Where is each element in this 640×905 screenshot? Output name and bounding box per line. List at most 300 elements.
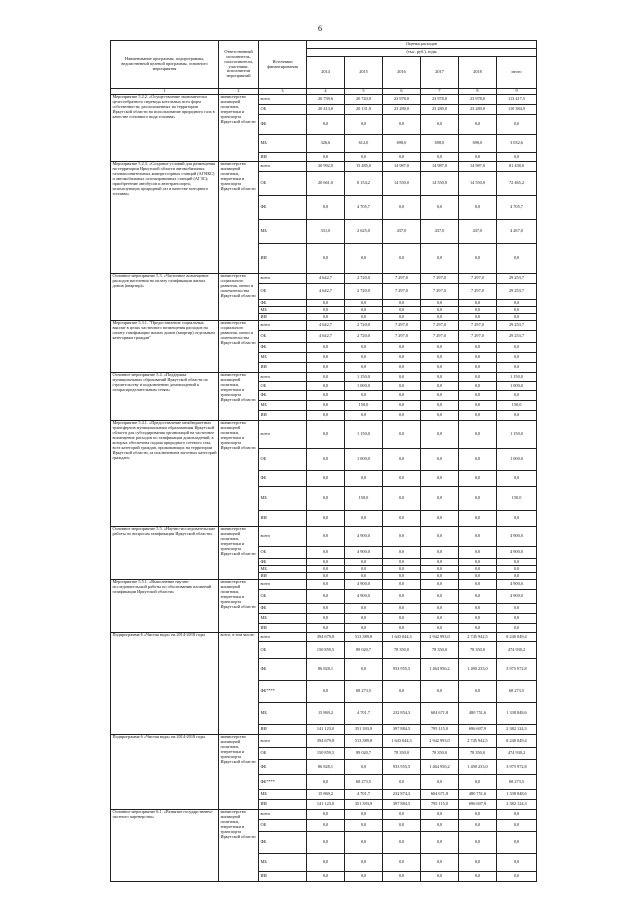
year-value: 0,0 xyxy=(383,775,421,790)
year-value: 698,0 xyxy=(421,135,459,153)
header-estimate: Оценка расходов xyxy=(307,41,537,49)
funding-source: всего xyxy=(259,373,307,382)
year-value: 0,0 xyxy=(307,559,345,566)
total-value: 1 338 848,6 xyxy=(497,790,537,800)
year-value: 480 751,6 xyxy=(459,703,497,725)
year-value: 0,0 xyxy=(421,604,459,614)
year-value: 0,0 xyxy=(345,573,383,580)
header-year: 2018 xyxy=(459,57,497,89)
responsible-executor: министерство жилищной политики, энергетики и транспорта Иркутской области xyxy=(219,735,259,810)
year-value: 933 955,5 xyxy=(383,760,421,775)
year-value: 7 297,0 xyxy=(459,331,497,343)
funding-source: ИИ xyxy=(259,244,307,274)
year-value: 0,0 xyxy=(459,373,497,382)
total-value: 474 930,2 xyxy=(497,642,537,659)
year-value: 0,0 xyxy=(421,872,459,882)
responsible-executor: министерство жилищной политики, энергетики и транспорта Иркутской области xyxy=(219,95,259,162)
year-value: 0,0 xyxy=(459,832,497,854)
column-number: 1 xyxy=(111,89,219,95)
measure-name: Основное мероприятие 6.1. «Развитие государственно-частного партнерства» xyxy=(111,810,219,882)
responsible-executor: министерство жилищной политики, энергетики и транспорта Иркутской области xyxy=(219,421,259,527)
year-value: 0,0 xyxy=(421,580,459,590)
year-value: 0,0 xyxy=(345,471,383,487)
year-value: 0,0 xyxy=(459,566,497,573)
year-value: 0,0 xyxy=(383,382,421,391)
year-value: 0,0 xyxy=(345,363,383,373)
responsible-executor: министерство жилищной политики, энергетики и транспорта Иркутской области xyxy=(219,162,259,274)
year-value: 0,0 xyxy=(459,604,497,614)
measure-name: Мероприятие 5.4.1. «Предоставление межбюджетных трансфертов муниципальным образованиям Иркутской области для субсидирования организаций на частичное возмещение расходов по газификации домовладений, в которых обеспечена подача природного сетевого газа, всех категорий граждан, проживающих на территории Иркутской области, за исключением льготных категорий граждан» xyxy=(111,421,219,527)
measure-name: Подпрограмма 6 «Чистая вода» на 2014-2018 годы xyxy=(111,735,219,810)
year-value: 0,0 xyxy=(421,832,459,854)
year-value: 696 607,9 xyxy=(459,725,497,735)
year-value: 795 115,0 xyxy=(421,800,459,810)
funding-source: ИИ xyxy=(259,411,307,421)
funding-source: всего xyxy=(259,633,307,642)
year-value: 0,0 xyxy=(345,115,383,135)
year-value: 0,0 xyxy=(421,300,459,307)
year-value: 232 874,3 xyxy=(383,790,421,800)
year-value: 0,0 xyxy=(459,382,497,391)
year-value: 7 297,0 xyxy=(383,331,421,343)
year-value: 0,0 xyxy=(459,353,497,363)
total-value: 2 382 124,3 xyxy=(497,725,537,735)
total-value: 81 438,0 xyxy=(497,162,537,172)
total-value: 72 465,2 xyxy=(497,172,537,196)
year-value: 20 743,9 xyxy=(345,95,383,105)
year-value: 4 642,7 xyxy=(307,284,345,300)
year-value: 0,0 xyxy=(345,854,383,872)
year-value: 0,0 xyxy=(345,614,383,624)
total-value: 0,0 xyxy=(497,854,537,872)
year-value: 78 350,0 xyxy=(383,642,421,659)
year-value: 0,0 xyxy=(421,681,459,703)
year-value: 0,0 xyxy=(307,421,345,449)
year-value: 78 350,0 xyxy=(459,642,497,659)
year-value: 933 955,5 xyxy=(383,659,421,681)
table-row xyxy=(111,527,537,547)
year-value: 7 297,0 xyxy=(383,284,421,300)
year-value: 0,0 xyxy=(459,449,497,471)
year-value: 0,0 xyxy=(383,353,421,363)
year-value: 351 393,9 xyxy=(345,800,383,810)
year-value: 0,0 xyxy=(421,590,459,604)
year-value: 86 828,1 xyxy=(307,760,345,775)
measure-name: Мероприятие 5.5.1. «Выполнение научно-исследовательской работы по обоснованию вложений газификации Иркутской области» xyxy=(111,580,219,633)
year-value: 0,0 xyxy=(421,363,459,373)
year-value: 1 000,0 xyxy=(345,449,383,471)
funding-source: всего xyxy=(259,95,307,105)
responsible-executor: министерство социального развития, опеки и попечительства Иркутской области xyxy=(219,321,259,373)
year-value: 4 642,7 xyxy=(307,331,345,343)
year-value: 7 297,0 xyxy=(421,274,459,284)
year-value: 68 273,5 xyxy=(345,775,383,790)
funding-source: ОБ xyxy=(259,105,307,115)
responsible-executor: министерство социального развития, опеки и попечительства Иркутской области xyxy=(219,274,259,321)
year-value: 0,0 xyxy=(421,810,459,820)
year-value: 0,0 xyxy=(345,624,383,633)
year-value: 0,0 xyxy=(421,353,459,363)
year-value: 20 739,6 xyxy=(307,95,345,105)
year-value: 0,0 xyxy=(383,820,421,832)
year-value: 0,0 xyxy=(421,854,459,872)
year-value: 0,0 xyxy=(459,411,497,421)
year-value: 0,0 xyxy=(307,547,345,559)
year-value: 0,0 xyxy=(459,196,497,220)
total-value: 0,0 xyxy=(497,153,537,162)
total-value: 0,0 xyxy=(497,343,537,353)
total-value: 2 382 124,3 xyxy=(497,800,537,810)
year-value: 0,0 xyxy=(459,115,497,135)
year-value: 0,0 xyxy=(383,566,421,573)
total-value: 0,0 xyxy=(497,307,537,314)
total-value: 110 384,9 xyxy=(497,105,537,115)
year-value: 0,0 xyxy=(459,559,497,566)
year-value: 0,0 xyxy=(307,343,345,353)
funding-source: ИИ xyxy=(259,363,307,373)
funding-source: всего xyxy=(259,527,307,547)
year-value: 0,0 xyxy=(383,244,421,274)
year-value: 20 413,0 xyxy=(307,105,345,115)
measure-name: Мероприятие 5.3.1. "Предоставление социальных выплат в целях частичного возмещения расходов на оплату газификации жилых домов (квартир) отдельным категориям граждан" xyxy=(111,321,219,373)
year-value: 612,0 xyxy=(345,135,383,153)
year-value: 0,0 xyxy=(459,810,497,820)
year-value: 0,0 xyxy=(383,614,421,624)
year-value: 0,0 xyxy=(345,153,383,162)
year-value: 0,0 xyxy=(307,580,345,590)
year-value: 0,0 xyxy=(383,624,421,633)
header-executor: Ответственный исполнитель, соисполнители, участники, исполнители мероприятий xyxy=(219,41,259,89)
year-value: 0,0 xyxy=(307,527,345,547)
year-value: 0,0 xyxy=(307,449,345,471)
year-value: 0,0 xyxy=(383,196,421,220)
funding-source: всего xyxy=(259,580,307,590)
year-value: 150,0 xyxy=(345,487,383,511)
year-value: 0,0 xyxy=(421,196,459,220)
column-number: 6 xyxy=(383,89,421,95)
year-value: 0,0 xyxy=(383,872,421,882)
funding-source: ОБ xyxy=(259,172,307,196)
year-value: 0,0 xyxy=(383,681,421,703)
funding-source: ОБ xyxy=(259,590,307,604)
column-number: 8 xyxy=(459,89,497,95)
year-value: 0,0 xyxy=(307,590,345,604)
year-value: 0,0 xyxy=(307,382,345,391)
funding-source: ОБ xyxy=(259,382,307,391)
table-row xyxy=(111,373,537,382)
year-value: 0,0 xyxy=(421,559,459,566)
year-value: 698,0 xyxy=(383,135,421,153)
funding-source: ИИ xyxy=(259,573,307,580)
year-value: 0,0 xyxy=(383,343,421,353)
year-value: 0,0 xyxy=(459,872,497,882)
header-year: 2016 xyxy=(383,57,421,89)
year-value: 89 020,7 xyxy=(345,642,383,659)
year-value: 14 550,0 xyxy=(421,172,459,196)
year-value: 150,0 xyxy=(345,401,383,411)
year-value: 0,0 xyxy=(459,487,497,511)
year-value: 0,0 xyxy=(383,153,421,162)
year-value: 23 280,0 xyxy=(459,105,497,115)
total-value: 8 240 049,4 xyxy=(497,633,537,642)
year-value: 0,0 xyxy=(383,527,421,547)
header-source: Источники финансирования xyxy=(259,41,307,89)
year-value: 0,0 xyxy=(459,244,497,274)
year-value: 0,0 xyxy=(345,353,383,363)
year-value: 141 123,0 xyxy=(307,800,345,810)
year-value: 397 884,5 xyxy=(383,800,421,810)
page-number: 6 xyxy=(318,24,322,33)
year-value: 7 297,0 xyxy=(421,321,459,331)
total-value: 8 240 049,4 xyxy=(497,735,537,748)
funding-source: МБ xyxy=(259,703,307,725)
funding-source: ФБ xyxy=(259,115,307,135)
year-value: 0,0 xyxy=(307,300,345,307)
year-value: 0,0 xyxy=(307,196,345,220)
year-value: 0,0 xyxy=(307,363,345,373)
year-value: 0,0 xyxy=(307,314,345,321)
year-value: 0,0 xyxy=(307,471,345,487)
year-value: 2 720,0 xyxy=(345,321,383,331)
year-value: 20 131,9 xyxy=(345,105,383,115)
funding-source: ИИ xyxy=(259,314,307,321)
year-value: 0,0 xyxy=(459,854,497,872)
year-value: 0,0 xyxy=(383,590,421,604)
total-value: 0,0 xyxy=(497,353,537,363)
total-value: 4 900,0 xyxy=(497,580,537,590)
total-value: 4 900,0 xyxy=(497,590,537,604)
year-value: 141 123,0 xyxy=(307,725,345,735)
total-value: 0,0 xyxy=(497,314,537,321)
year-value: 0,0 xyxy=(383,547,421,559)
header-name: Наименование программы, подпрограммы, ведомственной целевой программы, основного мероприятия xyxy=(111,41,219,89)
year-value: 150 859,5 xyxy=(307,748,345,760)
year-value: 0,0 xyxy=(421,573,459,580)
year-value: 4 701,7 xyxy=(345,790,383,800)
year-value: 1 643 044,3 xyxy=(383,735,421,748)
year-value: 0,0 xyxy=(421,487,459,511)
total-value: 0,0 xyxy=(497,624,537,633)
total-value: 0,0 xyxy=(497,832,537,854)
year-value: 1 643 044,3 xyxy=(383,633,421,642)
year-value: 0,0 xyxy=(307,511,345,527)
column-number: 5 xyxy=(345,89,383,95)
year-value: 0,0 xyxy=(345,760,383,775)
year-value: 78 350,0 xyxy=(383,748,421,760)
year-value: 0,0 xyxy=(459,580,497,590)
funding-source: всего xyxy=(259,274,307,284)
total-value: 1 150,0 xyxy=(497,421,537,449)
year-value: 7 297,0 xyxy=(383,274,421,284)
year-value: 0,0 xyxy=(307,604,345,614)
funding-source: ОБ xyxy=(259,642,307,659)
year-value: 326,6 xyxy=(307,135,345,153)
total-value: 150,0 xyxy=(497,487,537,511)
year-value: 0,0 xyxy=(383,832,421,854)
total-value: 474 930,2 xyxy=(497,748,537,760)
year-value: 4 642,7 xyxy=(307,274,345,284)
year-value: 0,0 xyxy=(383,559,421,566)
year-value: 0,0 xyxy=(421,527,459,547)
responsible-executor: министерство жилищной политики, энергетики и транспорта Иркутской области xyxy=(219,580,259,633)
year-value: 2 720,0 xyxy=(345,331,383,343)
year-value: 7 297,0 xyxy=(421,331,459,343)
measure-name: Основное мероприятие 5.3. «Частичное возмещение расходов населения на оплату газификации жилых домов (квартир)» xyxy=(111,274,219,321)
year-value: 0,0 xyxy=(421,307,459,314)
total-value: 1 150,0 xyxy=(497,373,537,382)
year-value: 0,0 xyxy=(307,775,345,790)
funding-source: МБ xyxy=(259,790,307,800)
year-value: 7 297,0 xyxy=(459,321,497,331)
year-value: 0,0 xyxy=(459,363,497,373)
measure-name: Подпрограмма 6 «Чистая вода» на 2014-2018 годы xyxy=(111,633,219,735)
year-value: 1 150,0 xyxy=(345,373,383,382)
year-value: 0,0 xyxy=(307,353,345,363)
year-value: 0,0 xyxy=(345,604,383,614)
year-value: 0,0 xyxy=(307,624,345,633)
year-value: 604 671,8 xyxy=(421,703,459,725)
funding-source: МБ xyxy=(259,401,307,411)
year-value: 15 869,2 xyxy=(307,703,345,725)
year-value: 795 115,0 xyxy=(421,725,459,735)
measure-name: Основное мероприятие 5.4. «Поддержка муниципальных образований Иркутской области по строительству и подключению домовладений к газораспределительным сетям» xyxy=(111,373,219,421)
year-value: 23 280,0 xyxy=(421,105,459,115)
total-value: 0,0 xyxy=(497,573,537,580)
year-value: 0,0 xyxy=(459,573,497,580)
year-value: 0,0 xyxy=(345,343,383,353)
funding-source: ИИ xyxy=(259,511,307,527)
year-value: 7 297,0 xyxy=(459,284,497,300)
funding-source: ФБ xyxy=(259,471,307,487)
year-value: 0,0 xyxy=(459,547,497,559)
year-value: 0,0 xyxy=(383,307,421,314)
year-value: 0,0 xyxy=(383,573,421,580)
responsible-executor: министерство жилищной политики, энергетики и транспорта Иркутской области xyxy=(219,527,259,580)
year-value: 0,0 xyxy=(345,307,383,314)
year-value: 0,0 xyxy=(421,391,459,401)
year-value: 394 679,8 xyxy=(307,735,345,748)
funding-source: МБ xyxy=(259,135,307,153)
year-value: 0,0 xyxy=(307,411,345,421)
year-value: 8 154,2 xyxy=(345,172,383,196)
year-value: 2 745 942,5 xyxy=(459,633,497,642)
year-value: 4 900,0 xyxy=(345,547,383,559)
year-value: 0,0 xyxy=(421,382,459,391)
year-value: 480 751,6 xyxy=(459,790,497,800)
total-value: 29 253,7 xyxy=(497,321,537,331)
year-value: 394 679,8 xyxy=(307,633,345,642)
table-row xyxy=(111,580,537,590)
funding-source: ОБ xyxy=(259,449,307,471)
year-value: 0,0 xyxy=(459,401,497,411)
year-value: 0,0 xyxy=(421,566,459,573)
table-row xyxy=(111,421,537,449)
total-value: 0,0 xyxy=(497,411,537,421)
year-value: 0,0 xyxy=(421,471,459,487)
year-value: 0,0 xyxy=(421,411,459,421)
year-value: 78 350,0 xyxy=(421,642,459,659)
total-value: 0,0 xyxy=(497,115,537,135)
funding-source: ФБ xyxy=(259,343,307,353)
funding-source: ОБ xyxy=(259,284,307,300)
funding-source: ИИ xyxy=(259,725,307,735)
year-value: 0,0 xyxy=(421,614,459,624)
total-value: 29 253,7 xyxy=(497,331,537,343)
year-value: 0,0 xyxy=(345,810,383,820)
measure-name: Мероприятие 5.2.2. «Осуществление экономически целесообразного перевода котельных всех форм собственности, расположенных на территории Иркутской области на использование природного газа в качестве основного вида топлива» xyxy=(111,95,219,162)
funding-source: ИИ xyxy=(259,872,307,882)
total-value: 0,0 xyxy=(497,604,537,614)
year-value: 1 000,0 xyxy=(345,382,383,391)
year-value: 0,0 xyxy=(383,391,421,401)
year-value: 0,0 xyxy=(345,832,383,854)
total-value: 29 253,7 xyxy=(497,274,537,284)
year-value: 1 490 233,0 xyxy=(459,760,497,775)
funding-source: всего xyxy=(259,810,307,820)
year-value: 14 550,0 xyxy=(459,172,497,196)
funding-source: ИИ xyxy=(259,153,307,162)
year-value: 0,0 xyxy=(421,775,459,790)
year-value: 4 642,7 xyxy=(307,321,345,331)
year-value: 0,0 xyxy=(383,854,421,872)
year-value: 150 859,5 xyxy=(307,642,345,659)
total-value: 3 975 972,8 xyxy=(497,659,537,681)
year-value: 1 150,0 xyxy=(345,421,383,449)
total-value: 0,0 xyxy=(497,872,537,882)
year-value: 397 884,5 xyxy=(383,725,421,735)
year-value: 15 485,0 xyxy=(345,162,383,172)
year-value: 0,0 xyxy=(307,810,345,820)
year-value: 604 671,8 xyxy=(421,790,459,800)
funding-source: МБ xyxy=(259,614,307,624)
total-value: 0,0 xyxy=(497,391,537,401)
year-value: 0,0 xyxy=(383,300,421,307)
total-value: 68 273,5 xyxy=(497,775,537,790)
year-value: 0,0 xyxy=(307,401,345,411)
year-value: 0,0 xyxy=(421,624,459,633)
year-value: 0,0 xyxy=(383,373,421,382)
year-value: 4 900,0 xyxy=(345,580,383,590)
funding-source: ФБ xyxy=(259,760,307,775)
total-value: 0,0 xyxy=(497,559,537,566)
table-row xyxy=(111,321,537,331)
year-value: 4 900,0 xyxy=(345,527,383,547)
year-value: 0,0 xyxy=(459,471,497,487)
year-value: 4 900,0 xyxy=(345,590,383,604)
table-header xyxy=(111,41,537,95)
year-value: 0,0 xyxy=(345,244,383,274)
year-value: 0,0 xyxy=(307,681,345,703)
year-value: 0,0 xyxy=(307,153,345,162)
year-value: 7 297,0 xyxy=(459,274,497,284)
year-value: 0,0 xyxy=(383,487,421,511)
total-value: 4 900,0 xyxy=(497,527,537,547)
funding-source: ФБ xyxy=(259,391,307,401)
year-value: 0,0 xyxy=(345,820,383,832)
total-value: 0,0 xyxy=(497,300,537,307)
year-value: 0,0 xyxy=(459,343,497,353)
year-value: 4 701,7 xyxy=(345,703,383,725)
funding-source: ФБ xyxy=(259,196,307,220)
year-value: 7 297,0 xyxy=(383,321,421,331)
total-value: 0,0 xyxy=(497,363,537,373)
year-value: 0,0 xyxy=(421,115,459,135)
total-value: 150,0 xyxy=(497,401,537,411)
responsible-executor: всего, в том числе: xyxy=(219,633,259,735)
year-value: 0,0 xyxy=(421,153,459,162)
table-row xyxy=(111,810,537,820)
year-value: 0,0 xyxy=(307,854,345,872)
